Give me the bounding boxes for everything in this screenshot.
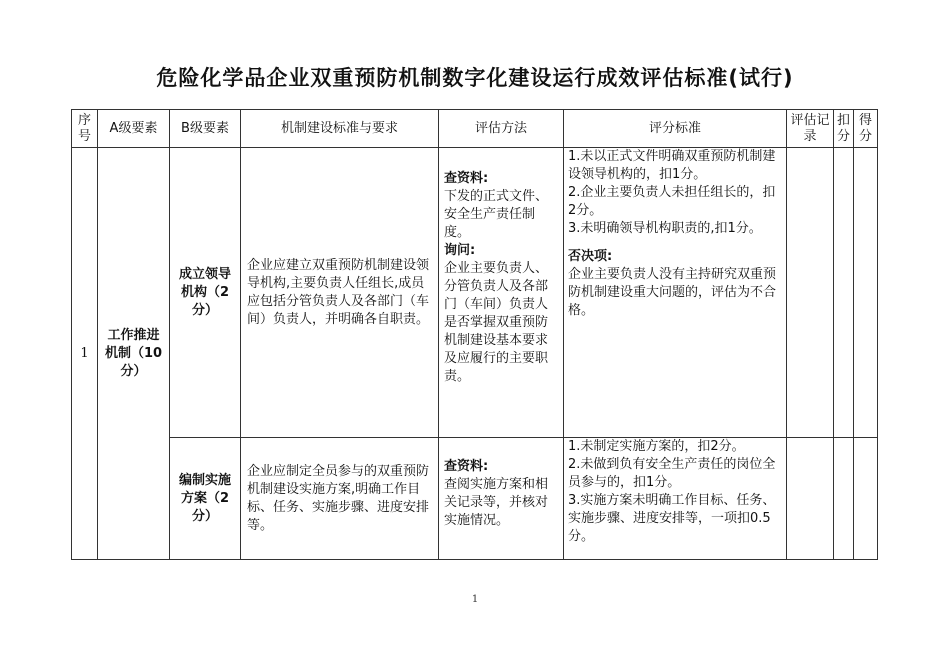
veto-text: 企业主要负责人没有主持研究双重预防机制建设重大问题的，评估为不合格。 <box>568 267 777 318</box>
requirement-cell: 企业应制定全员参与的双重预防机制建设实施方案,明确工作目标、任务、实施步骤、进度安排等。 <box>241 438 439 560</box>
method-cell <box>439 438 564 560</box>
table-row <box>72 148 878 438</box>
method-text: 企业主要负责人、分管负责人及各部门（车间）负责人是否掌握双重预防机制建设基本要求及应履行的主要职责。 <box>444 261 549 384</box>
header-seq: 序号 <box>72 110 98 148</box>
criteria-item: 3.实施方案未明确工作目标、任务、实施步骤、进度安排等，一项扣0.5分。 <box>568 493 776 544</box>
criteria-cell <box>564 148 787 438</box>
header-method: 评估方法 <box>439 110 564 148</box>
method-cell <box>439 148 564 438</box>
header-b-level: B级要素 <box>170 110 241 148</box>
method-label: 查资料: <box>444 459 489 474</box>
requirement-cell: 企业应建立双重预防机制建设领导机构,主要负责人任组长,成员应包括分管负责人及各部门（车间）负责人，并明确各自职责。 <box>241 148 439 438</box>
veto-label: 否决项: <box>568 249 613 264</box>
method-text: 查阅实施方案和相关记录等，并核对实施情况。 <box>444 477 549 528</box>
evaluation-table <box>71 109 878 560</box>
deduct-cell[interactable] <box>834 148 854 438</box>
score-cell[interactable] <box>854 148 878 438</box>
deduct-cell[interactable] <box>834 438 854 560</box>
page-number: 1 <box>471 594 479 605</box>
record-cell[interactable] <box>787 438 834 560</box>
header-criteria: 评分标准 <box>564 110 787 148</box>
b-element-cell: 成立领导机构（2分） <box>170 148 241 438</box>
criteria-item: 2.企业主要负责人未担任组长的，扣2分。 <box>568 185 776 218</box>
method-label: 询问: <box>444 243 476 258</box>
a-element-cell: 工作推进机制（10分） <box>98 148 170 560</box>
seq-cell: 1 <box>72 148 98 560</box>
table-row <box>72 438 878 560</box>
table-header-row <box>72 110 878 148</box>
criteria-item: 1.未以正式文件明确双重预防机制建设领导机构的，扣1分。 <box>568 149 776 182</box>
document-title: 危险化学品企业双重预防机制数字化建设运行成效评估标准(试行) <box>156 66 794 90</box>
criteria-item: 3.未明确领导机构职责的,扣1分。 <box>568 221 762 236</box>
score-cell[interactable] <box>854 438 878 560</box>
method-text: 下发的正式文件、安全生产责任制度。 <box>444 189 549 240</box>
header-requirement: 机制建设标准与要求 <box>241 110 439 148</box>
header-deduct: 扣分 <box>834 110 854 148</box>
criteria-item: 1.未制定实施方案的，扣2分。 <box>568 439 745 454</box>
header-record: 评估记录 <box>787 110 834 148</box>
criteria-cell <box>564 438 787 560</box>
b-element-cell: 编制实施方案（2分） <box>170 438 241 560</box>
criteria-item: 2.未做到负有安全生产责任的岗位全员参与的，扣1分。 <box>568 457 776 490</box>
record-cell[interactable] <box>787 148 834 438</box>
header-score: 得分 <box>854 110 878 148</box>
header-a-level: A级要素 <box>98 110 170 148</box>
method-label: 查资料: <box>444 171 489 186</box>
